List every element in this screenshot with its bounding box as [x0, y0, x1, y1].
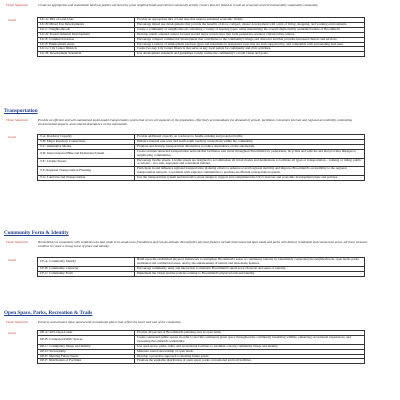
goal-description: Promote and develop transportation alternatives to reduce dependence on the automobile.: [135, 144, 365, 149]
goal-code: CF-C: Community Form: [38, 271, 135, 276]
goals-label: Goals: [8, 258, 16, 262]
goal-description: Create two key City Center Districts that serve as key focal points for community and civic activities.: [135, 47, 365, 52]
goal-code: T-C: Alternative Modes: [38, 144, 135, 149]
vision-text: Create an appropriate and sustainable land use pattern anchored by great neighborhoods and vibrant community activity centers that are linked to create an economic and environmentally sustainable community.: [38, 3, 319, 7]
goal-code: T-D: Interconnected Bike and Pedestrian System: [38, 149, 135, 158]
goal-code: T-B: Major Roadway Connections: [38, 139, 135, 144]
goals-table: [37, 257, 365, 277]
goal-description: Develop transit oriented centers focused around major transit stops that form pedestrian-oriented, vibrant urban centers.: [135, 32, 365, 37]
goal-code: OP-A: 40% Open Lands: [38, 331, 135, 336]
goal-description: Encourage a variety of employment land use types and intensities in designated areas that are both supported by, and compatible with surrounding land uses.: [135, 42, 365, 47]
table-row: [38, 52, 365, 57]
goal-description: Create a community of neighborhoods containing a variety of housing types, while maintaining the overall single-family residential nature of Broomfield.: [135, 27, 365, 32]
goals-label: Goals: [8, 135, 16, 139]
goal-description: Encourage community unity and interaction to maintain Broomfield's small-town character and sense of identity.: [135, 266, 365, 271]
goals-table: [37, 330, 365, 364]
goal-description: Develop a proactive approach to meeting future needs.: [135, 354, 365, 359]
goal-code: OP-E: Meeting Future Needs: [38, 354, 135, 359]
table-row: [38, 271, 365, 276]
goal-code: LU-A: Mix of Land Uses: [38, 18, 135, 23]
goal-code: OP-B: Connected Public Spaces: [38, 335, 135, 344]
goal-description: Participate in and influence regional transportation planning efforts to enhance overall regional mobility and improve Broomfield's accessibility to the regional transportation network. Coordinate with adjacent communities to promote an efficient transportation system.: [135, 167, 365, 176]
goal-description: Create connected public spaces in order to provide continuous green space throughout the community benefiting wildlife, enhancing recreational experiences, and increasing Broomfield's walkability.: [135, 335, 365, 344]
vision-text: Preserve and enhance those natural and recreational places that reflect the heart and soul of the community.: [38, 320, 182, 324]
goal-code: CF-B: Community Character: [38, 266, 135, 271]
goal-code: LU-D: Transit Oriented Development: [38, 32, 135, 37]
section-title: Transportation: [4, 108, 38, 114]
table-row: [38, 176, 365, 181]
goal-code: OP-F: Distribution of Facilities: [38, 359, 135, 364]
goal-description: Implement the vision and the policies relating to Broomfield's physical form and identity.: [135, 271, 365, 276]
vision-label: Vision Statement: [6, 118, 29, 122]
goal-code: LU-E: Commercial Areas: [38, 37, 135, 42]
goal-description: Use development standards and guidelines to help realize the community's overall vision and goals.: [135, 52, 365, 57]
goals-table: [37, 17, 365, 57]
goal-code: OP-D: Stewardship: [38, 349, 135, 354]
table-row: [38, 359, 365, 364]
goals-table: [37, 134, 365, 181]
goal-description: Use open space, parks, trails, and recreational facilities to establish a strong community image and identity.: [135, 344, 365, 349]
goals-label: Goals: [8, 18, 16, 22]
goal-code: T-G: Land Use and Transportation: [38, 176, 135, 181]
goal-description: Use the transportation system and innovative street design to support and complement the City's land use and economic development plans and policies.: [135, 176, 365, 181]
table-row: [38, 149, 365, 158]
goal-code: LU-H: Development Standards: [38, 52, 135, 57]
section-title: Community Form & Identity: [4, 230, 69, 236]
goal-description: Provide 40 percent of Broomfield's planning area as open lands.: [135, 331, 365, 336]
vision-text: Provide an efficient and well-maintained multi-modal transportation system that serves all segments of the population, effectively accommodates the demands of growth, facilitates convenient internal and regional accessibility, minimizing environmental impacts, and reduced dependence on the automobile.: [38, 118, 353, 127]
table-row: [38, 258, 365, 267]
goal-description: Provide additional capacity on roadways to handle existing and projected traffic.: [135, 135, 365, 140]
goal-code: T-A: Roadway Capacity: [38, 135, 135, 140]
goal-code: LU-B: Mixed Use Developments: [38, 22, 135, 27]
goal-description: Encourage mixed use developments that provide the benefits of more compact, denser development with a mix of living, shopping, and working environments.: [135, 22, 365, 27]
goal-description: Create an interconnected transportation network that facilitates safe travel throughout Broomfield for pedestrians, bicyclists and vehicles and that provides linkages to neighboring communities.: [135, 149, 365, 158]
goal-code: LU-F: Employment Areas: [38, 42, 135, 47]
goal-description: Encourage livable streets. Livable streets are designed to accommodate all travel modes and destinations to facilitate all types of transportation – walking or riding, public or private – in a safe, enjoyable and convenient manner.: [135, 158, 365, 167]
goal-description: Maintain sound stewardship of open lands.: [135, 349, 365, 354]
section-title: Open Space, Parks, Recreation & Trails: [4, 310, 93, 316]
vision-label: Vision Statement: [6, 320, 29, 324]
goal-description: Provide an appropriate mix of land uses that ensures sustained economic vitality.: [135, 18, 365, 23]
goal-description: Encourage compact commercial development that contributes to the community's image and character and that provides increased choices and services.: [135, 37, 365, 42]
goals-label: Goals: [8, 331, 16, 335]
goal-description: Enhance internal east-west and north-south roadway connections within the community.: [135, 139, 365, 144]
vision-label: Vision Statement: [6, 3, 29, 7]
vision-label: Vision Statement: [6, 240, 29, 244]
goal-code: T-F: Regional Transportation Planning: [38, 167, 135, 176]
goal-description: Promote the equitable distribution of open space, parks, recreational and trail facilities.: [135, 359, 365, 364]
goal-code: LU-C: Neighborhoods: [38, 27, 135, 32]
vision-text: Broomfield is a community with residents who take pride in its small-town friendliness and can-do attitude. Broomfield's physical features include interconnected open lands and parks with distinct residential and commercial areas. All these elements combine to create a strong sense of place and identity.: [38, 240, 368, 249]
goal-code: OP-C: Community Image and Identity: [38, 344, 135, 349]
table-row: [38, 335, 365, 344]
goal-code: LU-G: City Center Districts: [38, 47, 135, 52]
goal-description: Build upon the established physical framework to strengthen Broomfield's sense of community identity by identifiably connecting the neighborhoods, open lands, parks, residential and commercial areas, and by the enhancement of natural and man-made features.: [135, 258, 365, 267]
goal-code: CF-A: Community Identity: [38, 258, 135, 267]
goal-code: T-E: Livable Streets: [38, 158, 135, 167]
